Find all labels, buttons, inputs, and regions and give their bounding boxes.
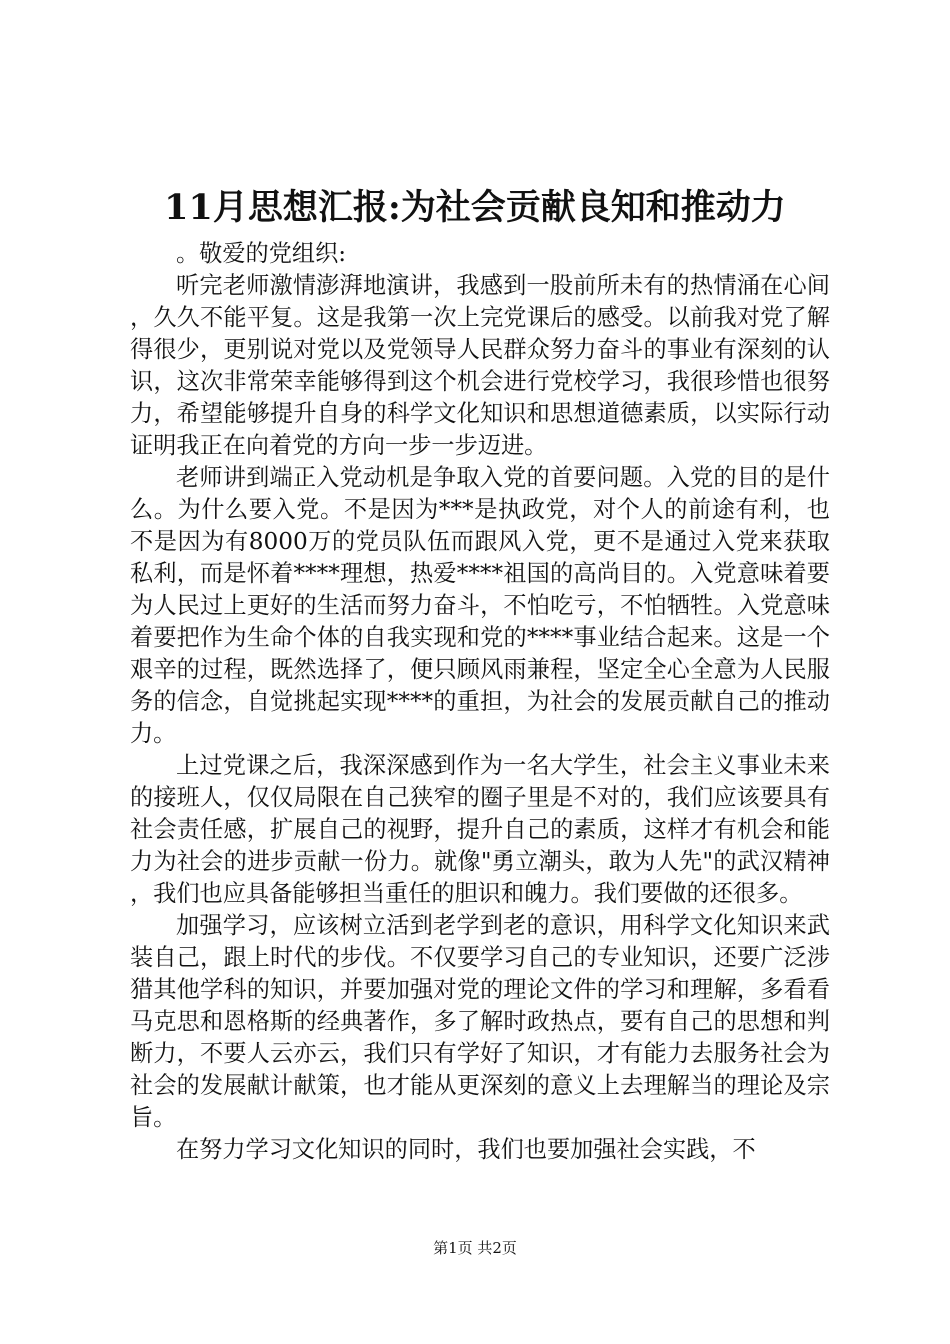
paragraph-2: 老师讲到端正入党动机是争取入党的首要问题。入党的目的是什么。为什么要入党。不是因为***是执政党，对个人的前途有利，也不是因为有8000万的党员队伍而跟风入党，更不是通过入党来获取私利，而是怀着****理想，热爱****祖国的高尚目的。入党意味着要为人民过上更好的生活而努力奋斗，不怕吃亏，不怕牺牲。入党意味着要把作为生命个体的自我实现和党的****事业结合起来。这是一个艰辛的过程，既然选择了，便只顾风雨兼程，坚定全心全意为人民服务的信念，自觉挑起实现****的重担，为社会的发展贡献自己的推动力。 bbox=[130, 464, 830, 747]
paragraph-1: 听完老师激情澎湃地演讲，我感到一股前所未有的热情涌在心间，久久不能平复。这是我第一次上完党课后的感受。以前我对党了解得很少，更别说对党以及党领导人民群众努力奋斗的事业有深刻的认识，这次非常荣幸能够得到这个机会进行党校学习，我很珍惜也很努力，希望能够提升自身的科学文化知识和思想道德素质，以实际行动证明我正在向着党的方向一步一步迈进。 bbox=[130, 272, 830, 459]
document-title: 11月思想汇报:为社会贡献良知和推动力 bbox=[164, 187, 786, 228]
salutation: 。敬爱的党组织: bbox=[176, 240, 347, 267]
paragraph-3: 上过党课之后，我深深感到作为一名大学生，社会主义事业未来的接班人，仅仅局限在自己狭窄的圈子里是不对的，我们应该要具有社会责任感，扩展自己的视野，提升自己的素质，这样才有机会和能力为社会的进步贡献一份力。就像"勇立潮头，敢为人先"的武汉精神，我们也应具备能够担当重任的胆识和魄力。我们要做的还很多。 bbox=[130, 752, 830, 907]
page-footer: 第1页 共2页 bbox=[433, 1239, 517, 1257]
paragraph-4: 加强学习，应该树立活到老学到老的意识，用科学文化知识来武装自己，跟上时代的步伐。不仅要学习自己的专业知识，还要广泛涉猎其他学科的知识，并要加强对党的理论文件的学习和理解，多看看马克思和恩格斯的经典著作，多了解时政热点，要有自己的思想和判断力，不要人云亦云，我们只有学好了知识，才有能力去服务社会为社会的发展献计献策，也才能从更深刻的意义上去理解当的理论及宗旨。 bbox=[130, 912, 830, 1131]
document-body bbox=[130, 238, 830, 1166]
paragraph-5: 在努力学习文化知识的同时，我们也要加强社会实践，不 bbox=[176, 1136, 756, 1163]
